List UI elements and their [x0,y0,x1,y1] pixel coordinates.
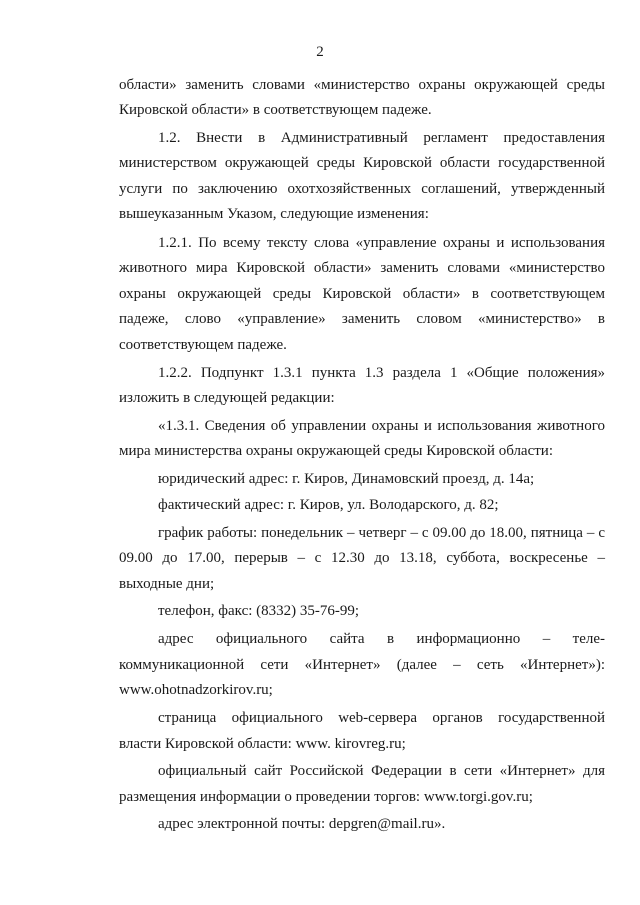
text-line: министерством окружающей среды Кировской области государственной [119,155,605,171]
text-line: адрес электронной почты: depgren@mail.ru». [158,816,446,832]
text-line: выходные дни; [119,576,215,592]
text-line: мира министерства охраны окружающей среды Кировской области: [119,443,553,459]
text-line: фактический адрес: г. Киров, ул. Володарского, д. 82; [158,497,499,513]
text-line: «1.3.1. Сведения об управлении охраны и использования животного [158,418,605,434]
text-line: адрес официального сайта в информационно – теле- [158,631,605,647]
text-line: коммуникационной сети «Интернет» (далее – сеть «Интернет»): [119,657,605,673]
text-line: официальный сайт Российской Федерации в сети «Интернет» для [158,763,605,779]
text-line: 09.00 до 17.00, перерыв – с 12.30 до 13.18, суббота, воскресенье – [119,550,605,566]
text-line: падеже, слово «управление» заменить словом «министерство» в [119,311,605,327]
text-line: www.ohotnadzorkirov.ru; [119,682,273,698]
text-line: области» заменить словами «министерство охраны окружающей среды [119,77,605,93]
text-line: 1.2.1. По всему тексту слова «управление охраны и использования [158,235,605,251]
text-line: 1.2.2. Подпункт 1.3.1 пункта 1.3 раздела 1 «Общие положения» [158,365,605,381]
text-line: охраны окружающей среды Кировской области» в соответствующем [119,286,605,302]
text-line: юридический адрес: г. Киров, Динамовский проезд, д. 14а; [158,471,535,487]
text-line: Кировской области» в соответствующем падеже. [119,102,432,118]
text-line: услуги по заключению охотхозяйственных соглашений, утвержденный [119,181,605,197]
text-line: власти Кировской области: www. kirovreg.ru; [119,736,406,752]
text-line: телефон, факс: (8332) 35-76-99; [158,603,360,619]
page-number: 2 [316,44,324,60]
text-line: вышеуказанным Указом, следующие изменения: [119,206,429,222]
text-line: соответствующем падеже. [119,337,287,353]
text-line: 1.2. Внести в Административный регламент предоставления [158,130,605,146]
text-line: график работы: понедельник – четверг – с 09.00 до 18.00, пятница – с [158,525,605,541]
text-line: страница официального web-сервера органов государственной [158,710,605,726]
text-line: изложить в следующей редакции: [119,390,335,406]
text-line: животного мира Кировской области» заменить словами «министерство [119,260,605,276]
text-line: размещения информации о проведении торгов: www.torgi.gov.ru; [119,789,533,805]
